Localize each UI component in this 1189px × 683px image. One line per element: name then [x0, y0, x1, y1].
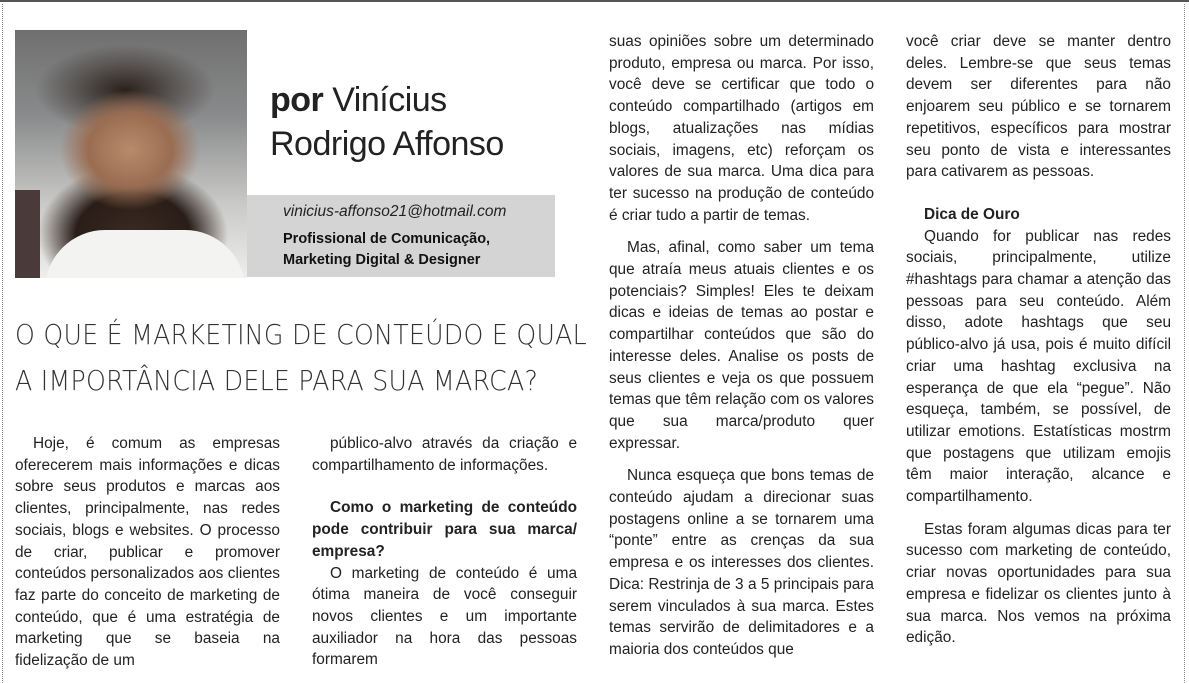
col4-subheading: Dica de Ouro [924, 205, 1020, 223]
author-email[interactable]: vinicius-affonso21@hotmail.com [283, 203, 507, 220]
col3-paragraph-3: Nunca esqueça que bons temas de conteúdo ajudam a direcionar suas postagens online a se tornarem uma “ponte” entre as crenças da sua empresa e os interesses dos clientes. Dica: Restrinja de 3 a 5 principais para serem vinculados à sua marca. Estes temas servirão de delimitadores e a maioria dos conteúdos que [609, 467, 874, 658]
article-column-3 [609, 31, 874, 661]
article-headline [15, 312, 587, 404]
photo-background-detail [15, 190, 40, 278]
author-byline [270, 78, 504, 166]
photo-shirt [45, 230, 245, 278]
byline-prefix: por [270, 81, 324, 119]
article-column-2 [312, 433, 577, 671]
col4-paragraph-3: Estas foram algumas dicas para ter sucesso com marketing de conteúdo, criar novas oportunidades para sua empresa e fidelizar os clientes junto à sua marca. Nos vemos na próxima edição. [906, 520, 1171, 647]
top-rule [0, 0, 1189, 2]
headline-line2: A IMPORTÂNCIA DELE PARA SUA MARCA? [15, 364, 539, 397]
headline-line1: O QUE É MARKETING DE CONTEÚDO E QUAL [15, 318, 587, 351]
col2-subheading: Como o marketing de conteúdo pode contribuir para sua marca/ empresa? [312, 499, 577, 560]
col2-paragraph-1: público-alvo através da criação e compartilhamento de informações. [312, 435, 577, 474]
col1-paragraph-1: Hoje, é comum as empresas oferecerem mais informações e dicas sobre seus produtos e marcas aos clientes, principalmente, nas redes sociais, blogs e websites. O processo de criar, publicar e promover conteúdos personalizados aos clientes faz parte do conceito de marketing de conteúdo, que é uma estratégia de marketing que se baseia na fidelização de um [15, 435, 280, 670]
col4-paragraph-2: Quando for publicar nas redes sociais, principalmente, utilize #hashtags para chamar a atenção das pessoas para seu conteúdo. Além disso, adote hashtags que seu público-alvo já usa, pois é muito difícil criar uma hashtag exclusiva na esperança de que ela “pegue”. Não esqueça, também, se possível, de utilizar emotions. Estatísticas mostrm que postagens que utilizam emojis têm maior interação, alcance e compartilhamento. [906, 227, 1171, 506]
col3-paragraph-1: suas opiniões sobre um determinado produto, empresa ou marca. Por isso, você deve se certificar que todo o conteúdo compartilhado (artigos em blogs, atualizações nas mídias sociais, imagens, etc) reforçam os valores de sua marca. Uma dica para ter sucesso na produção de conteúdo é criar tudo a partir de temas. [609, 33, 874, 224]
author-photo [15, 30, 247, 278]
author-role-line2: Marketing Digital & Designer [283, 252, 481, 268]
col4-paragraph-1: você criar deve se manter dentro deles. Lembre-se que seus temas devem ser diferentes para não enjoarem seu público e se tornarem repetitivos, específicos para mostrar seu ponto de vista e interessantes para cativarem as pessoas. [906, 33, 1171, 181]
article-column-1 [15, 433, 280, 672]
right-dotted-border [1184, 4, 1185, 683]
col2-paragraph-2: O marketing de conteúdo é uma ótima maneira de você conseguir novos clientes e um importante auxiliador na hora das pessoas formarem [312, 564, 577, 669]
author-role-line1: Profissional de Comunicação, [283, 231, 491, 247]
article-column-4 [906, 31, 1171, 649]
left-dotted-border [2, 4, 3, 683]
author-role [283, 229, 490, 271]
author-name-first: Vinícius [332, 81, 447, 119]
col3-paragraph-2: Mas, afinal, como saber um tema que atraía meus atuais clientes e os potenciais? Simples! Eles te deixam dicas e ideias de temas ao postar e compartilhar conteúdos que são do interesse deles. Analise os posts de seus clientes e veja os que possuem temas que têm relação com os valores que sua marca/produto quer expressar. [609, 239, 874, 452]
author-name-rest: Rodrigo Affonso [270, 125, 504, 163]
